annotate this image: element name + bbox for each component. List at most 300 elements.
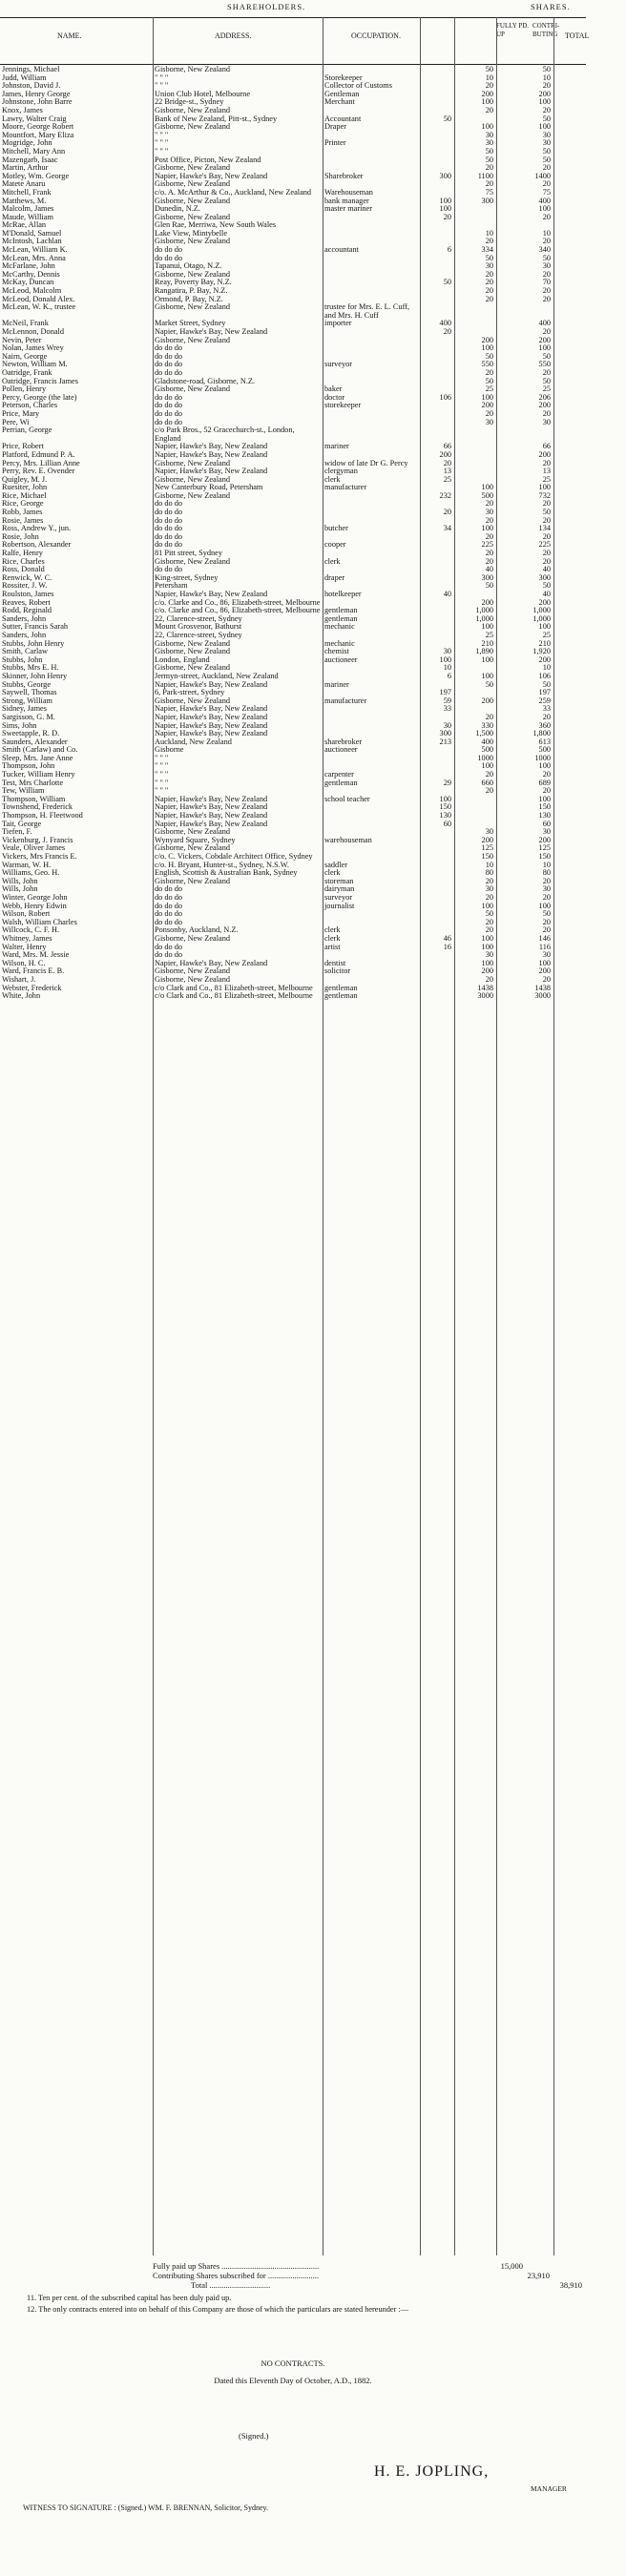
table-row (0, 903, 586, 911)
table-row (0, 796, 586, 804)
cell-occupation: hotelkeeper (324, 590, 362, 598)
cell-contributing: 200 (481, 966, 493, 976)
cell-occupation: butcher (324, 524, 348, 533)
cell-address: " " " (155, 81, 169, 91)
cell-total: 116 (538, 942, 551, 951)
cell-address: do do do (155, 253, 183, 262)
cell-extra (553, 123, 586, 132)
cell-name: Ross, Andrew Y., jun. (2, 524, 72, 533)
cell-name: Sims, John (2, 720, 37, 730)
table-row (0, 689, 586, 697)
cell-extra (553, 426, 586, 443)
table-row (0, 214, 586, 222)
cell-occupation (323, 328, 420, 337)
cell-total: 200 (538, 89, 551, 98)
cell-total: 1,920 (532, 647, 551, 656)
cell-extra (553, 402, 586, 410)
cell-name: Robertson, Alexander (2, 540, 72, 550)
cell-total: 100 (538, 97, 551, 107)
cell-name: Knox, James (2, 105, 43, 114)
cell-extra (553, 844, 586, 853)
cell-total: 197 (538, 688, 551, 697)
cell-occupation (323, 279, 420, 287)
cell-contributing (454, 460, 496, 468)
cell-name: Strong, William (2, 696, 52, 705)
cell-extra (553, 74, 586, 83)
cell-address: Mount Grosvenor, Bathurst (155, 622, 242, 632)
table-row (0, 271, 586, 280)
cell-name: Sanders, John (2, 630, 47, 639)
table-row (0, 156, 586, 165)
cell-address: 22, Clarence-street, Sydney (155, 630, 242, 639)
cell-extra (553, 517, 586, 526)
cell-name: Perrian, George (2, 426, 52, 435)
cell-occupation (323, 664, 420, 673)
cell-occupation: bank manager (324, 196, 369, 205)
cell-extra (553, 255, 586, 263)
cell-address: Gisborne, New Zealand (155, 384, 231, 394)
cell-address: c/o. H. Bryant, Hunter-st., Sydney, N.S.W. (155, 860, 289, 869)
cell-occupation (323, 287, 420, 296)
grand-total: 38,910 (559, 2280, 582, 2290)
cell-fully-paid (420, 885, 454, 894)
cell-fully-paid (420, 353, 454, 362)
cell-contributing: 20 (485, 499, 493, 509)
cell-name: Rosie, James (2, 515, 44, 525)
cell-contributing: 300 (481, 572, 493, 582)
cell-occupation (323, 271, 420, 280)
cell-address: Gisborne, New Zealand (155, 237, 231, 246)
cell-total: 200 (538, 654, 551, 664)
cell-name: McLennon, Donald (2, 327, 64, 336)
table-row (0, 164, 586, 173)
cell-extra (553, 648, 586, 656)
cell-occupation: auctioneer (324, 745, 358, 755)
cell-occupation: accountant (324, 245, 359, 255)
cell-contributing: 20 (485, 179, 493, 189)
table-row (0, 65, 586, 74)
cell-fully-paid (420, 844, 454, 853)
cell-contributing: 330 (481, 720, 493, 730)
table-row (0, 467, 586, 476)
cell-contributing: 20 (485, 163, 493, 173)
cell-fully-paid: 20 (443, 212, 451, 221)
cell-total: 125 (538, 843, 551, 853)
table-row (0, 722, 586, 731)
cell-extra (553, 303, 586, 320)
table-row (0, 533, 586, 542)
cell-total: 20 (542, 327, 551, 336)
cell-extra (553, 262, 586, 271)
cell-fully-paid (420, 862, 454, 870)
cell-occupation: sharebroker (324, 737, 363, 746)
cell-fully-paid (420, 550, 454, 558)
cell-total: 20 (542, 408, 551, 418)
cell-fully-paid: 40 (443, 590, 451, 598)
cell-total: 20 (542, 515, 551, 525)
cell-contributing: 20 (485, 269, 493, 279)
cell-address: do do do (155, 343, 183, 353)
cell-contributing: 50 (485, 376, 493, 385)
cell-total: 225 (538, 540, 551, 550)
cell-total: 206 (538, 392, 551, 402)
cell-address: " " " (155, 138, 169, 148)
cell-extra (553, 230, 586, 239)
cell-extra (553, 615, 586, 624)
cell-occupation: chemist (324, 647, 349, 656)
table-row (0, 443, 586, 451)
cell-address: Napier, Hawke's Bay, New Zealand (155, 467, 268, 476)
cell-occupation: clerk (324, 925, 341, 935)
table-row (0, 115, 586, 124)
cell-name: Jennings, Michael (2, 65, 60, 73)
cell-total: 50 (542, 146, 551, 156)
cell-address: Gisborne, New Zealand (155, 122, 231, 132)
cell-address: do do do (155, 499, 183, 509)
cell-contributing: 10 (485, 228, 493, 238)
cell-address: " " " (155, 778, 169, 787)
cell-fully-paid (420, 623, 454, 632)
cell-name: McKay, Duncan (2, 278, 54, 287)
cell-extra (553, 738, 586, 747)
cell-occupation: saddler (324, 860, 347, 869)
cell-occupation: carpenter (324, 770, 354, 779)
cell-name: Malcolm, James (2, 204, 54, 214)
cell-address: Gisborne, New Zealand (155, 490, 231, 500)
cell-occupation (323, 812, 420, 821)
cell-total: 146 (538, 933, 551, 943)
fully-paid-total: 15,000 (500, 2261, 523, 2271)
cell-address: Ponsonby, Auckland, N.Z. (155, 925, 239, 935)
cell-address: Auckland, New Zealand (155, 737, 232, 746)
table-row (0, 320, 586, 328)
cell-fully-paid (420, 976, 454, 985)
cell-fully-paid: 197 (439, 688, 451, 697)
cell-extra (553, 697, 586, 706)
cell-occupation (323, 821, 420, 829)
cell-total: 200 (538, 449, 551, 459)
cell-name: Maude, William (2, 212, 53, 221)
cell-fully-paid (420, 951, 454, 960)
cell-extra (553, 460, 586, 468)
cell-occupation: artist (324, 942, 341, 951)
cell-extra (553, 862, 586, 870)
cell-occupation (323, 344, 420, 353)
cell-name: Whitney, James (2, 933, 52, 943)
cell-occupation: draper (324, 572, 345, 582)
cell-extra (553, 180, 586, 189)
cell-total: 30 (542, 261, 551, 271)
cell-name: Winter, George John (2, 892, 68, 902)
cell-extra (553, 755, 586, 763)
cell-fully-paid (420, 903, 454, 911)
cell-total: 30 (542, 950, 551, 960)
cell-name: Stubbs, Mrs E. H. (2, 663, 59, 673)
table-row (0, 541, 586, 550)
cell-address: Gisborne, New Zealand (155, 163, 231, 173)
cell-total: 80 (542, 868, 551, 878)
table-row (0, 771, 586, 779)
cell-name: Vickenburg, J. Francis (2, 835, 73, 844)
cell-fully-paid (420, 837, 454, 845)
cell-contributing: 50 (485, 155, 493, 164)
cell-address: c/o Park Bros., 52 Gracechurch-st., London, England (155, 426, 295, 443)
cell-name: Ralfe, Henry (2, 549, 43, 558)
cell-contributing: 100 (481, 958, 493, 967)
cell-contributing (454, 443, 496, 451)
cell-name: McLeod, Malcolm (2, 286, 62, 296)
cell-name: Peterson, Charles (2, 401, 58, 410)
cell-occupation (323, 337, 420, 345)
cell-fully-paid (420, 139, 454, 148)
cell-fully-paid: 25 (443, 474, 451, 484)
signatory-name: H. E. JOPLING, (374, 2463, 490, 2480)
cell-address: c/o. C. Vickers, Cobdale Architect Office, Sydney (155, 852, 313, 861)
cell-address: Gisborne, New Zealand (155, 843, 231, 853)
col-occupation: OCCUPATION. (351, 31, 401, 40)
cell-contributing: 20 (485, 515, 493, 525)
cell-address: do do do (155, 417, 183, 426)
cell-address: Gisborne, New Zealand (155, 696, 231, 705)
cell-total: 500 (538, 745, 551, 755)
table-row (0, 123, 586, 132)
cell-name: Stubbs, George (2, 679, 52, 689)
table-row (0, 738, 586, 747)
cell-address: Glen Rae, Merriwa, New South Wales (155, 220, 277, 230)
cell-occupation (323, 705, 420, 714)
cell-contributing (454, 812, 496, 821)
cell-name: Nevin, Peter (2, 335, 42, 344)
cell-total: 20 (542, 974, 551, 984)
cell-total: 20 (542, 712, 551, 721)
total-label: Total .............................. (191, 2280, 271, 2290)
cell-extra (553, 189, 586, 197)
cell-extra (553, 640, 586, 649)
cell-occupation: clerk (324, 868, 341, 878)
cell-occupation: Accountant (324, 114, 362, 123)
table-row (0, 837, 586, 845)
cell-fully-paid (420, 296, 454, 304)
cell-name: Lawry, Walter Craig (2, 114, 67, 123)
cell-occupation: mariner (324, 442, 349, 451)
cell-occupation: master mariner (324, 204, 372, 214)
cell-name: Rice, George (2, 499, 44, 509)
cell-contributing: 100 (481, 97, 493, 107)
cell-name: Wills, John (2, 884, 38, 894)
cell-fully-paid (420, 894, 454, 903)
cell-extra (553, 885, 586, 894)
cell-total: 20 (542, 81, 551, 91)
col-contributing: CONTRI- BUTING (532, 22, 560, 38)
cell-address: do do do (155, 401, 183, 410)
cell-extra (553, 451, 586, 460)
cell-address: Gisborne, New Zealand (155, 966, 231, 976)
cell-name: Ruesiter, John (2, 483, 48, 492)
cell-fully-paid (420, 755, 454, 763)
cell-fully-paid (420, 91, 454, 99)
table-row (0, 894, 586, 903)
cell-name: Oatridge, Frank (2, 367, 52, 377)
cell-total: 20 (542, 163, 551, 173)
cell-address: Napier, Hawke's Bay, New Zealand (155, 704, 268, 714)
cell-fully-paid: 33 (443, 704, 451, 714)
cell-contributing: 50 (485, 253, 493, 262)
cell-name: Nairn, George (2, 351, 48, 361)
cell-occupation: dairyman (324, 884, 355, 894)
cell-name: Perry, Rev. E. Ovender (2, 467, 75, 476)
table-row (0, 492, 586, 501)
cell-fully-paid (420, 410, 454, 419)
col-fully-paid: FULLY PD. UP (496, 22, 530, 38)
column-headers (0, 17, 590, 65)
cell-contributing: 200 (481, 696, 493, 705)
cell-address: Napier, Hawke's Bay, New Zealand (155, 729, 268, 738)
cell-contributing: 100 (481, 761, 493, 771)
cell-name: Webster, Frederick (2, 983, 62, 992)
table-row (0, 919, 586, 927)
table-row (0, 98, 586, 107)
cell-extra (553, 689, 586, 697)
cell-fully-paid (420, 369, 454, 378)
cell-total: 20 (542, 556, 551, 566)
cell-fully-paid (420, 985, 454, 993)
cell-fully-paid (420, 221, 454, 230)
cell-contributing: 30 (485, 884, 493, 894)
cell-address: do do do (155, 884, 183, 894)
cell-address: c/o. A. McArthur & Co., Auckland, New Zealand (155, 187, 312, 197)
cell-name: Motley, Wm. George (2, 171, 70, 180)
cell-extra (553, 91, 586, 99)
cell-extra (553, 828, 586, 837)
cell-total: 50 (542, 679, 551, 689)
cell-contributing: 210 (481, 638, 493, 648)
cell-fully-paid: 6 (447, 245, 451, 255)
cell-occupation: warehouseman (324, 835, 372, 844)
cell-contributing: 50 (485, 146, 493, 156)
cell-name: Mazengarb, Isaac (2, 155, 58, 164)
cell-total: 20 (542, 237, 551, 246)
cell-address: Napier, Hawke's Bay, New Zealand (155, 958, 268, 967)
cell-total: 10 (542, 228, 551, 238)
cell-address: " " " (155, 146, 169, 156)
cell-contributing (454, 303, 496, 320)
date-line: Dated this Eleventh Day of October, A.D., 1882. (214, 2376, 372, 2385)
cell-total: 100 (538, 483, 551, 492)
cell-occupation (323, 910, 420, 919)
cell-total: 20 (542, 770, 551, 779)
cell-extra (553, 919, 586, 927)
table-row (0, 279, 586, 287)
cell-extra (553, 65, 586, 74)
cell-total: 66 (542, 442, 551, 451)
cell-fully-paid (420, 607, 454, 615)
cell-name: Sweetapple, R. D. (2, 729, 60, 738)
cell-occupation (323, 803, 420, 812)
cell-fully-paid (420, 746, 454, 755)
cell-total: 1,000 (532, 613, 551, 623)
cell-extra (553, 173, 586, 181)
table-row (0, 484, 586, 492)
cell-total (496, 303, 553, 320)
table-row (0, 681, 586, 690)
cell-name: Wilson, H. C. (2, 958, 46, 967)
cell-occupation (323, 230, 420, 239)
cell-address: c/o. Clarke and Co., 86, Elizabeth-street, Melbourne (155, 606, 321, 615)
cell-total: 100 (538, 122, 551, 132)
cell-extra (553, 115, 586, 124)
cell-occupation: baker (324, 384, 343, 394)
cell-occupation: Draper (324, 122, 347, 132)
cell-address: Gisborne, New Zealand (155, 556, 231, 566)
cell-name: Test, Mrs Charlotte (2, 778, 64, 787)
cell-contributing: 200 (481, 335, 493, 344)
cell-extra (553, 944, 586, 952)
cell-fully-paid: 130 (439, 811, 451, 821)
cell-contributing: 1,890 (475, 647, 493, 656)
cell-address: Rangatira, P. Bay, N.Z. (155, 286, 228, 296)
cell-address: Gisborne, New Zealand (155, 335, 231, 344)
cell-name: McLeod, Donald Alex. (2, 294, 75, 303)
cell-total: 150 (538, 802, 551, 812)
table-row (0, 746, 586, 755)
cell-extra (553, 599, 586, 608)
cell-occupation: surveyor (324, 892, 353, 902)
cell-contributing: 30 (485, 138, 493, 148)
cell-extra (553, 681, 586, 690)
cell-fully-paid (420, 869, 454, 878)
cell-extra (553, 894, 586, 903)
cell-fully-paid: 50 (443, 278, 451, 287)
cell-extra (553, 246, 586, 255)
cell-extra (553, 558, 586, 567)
cell-extra (553, 812, 586, 821)
cell-extra (553, 394, 586, 403)
table-row (0, 967, 586, 976)
cell-extra (553, 673, 586, 681)
cell-occupation (323, 755, 420, 763)
cell-fully-paid (420, 762, 454, 771)
cell-contributing: 1,000 (475, 613, 493, 623)
cell-address: Gisborne, New Zealand (155, 302, 231, 312)
table-row (0, 821, 586, 829)
cell-address: do do do (155, 515, 183, 525)
cell-contributing: 1,000 (475, 606, 493, 615)
cell-name: Nolan, James Wrey (2, 343, 64, 353)
cell-contributing: 20 (485, 917, 493, 926)
cell-contributing: 20 (485, 278, 493, 287)
cell-address: Petersham (155, 581, 188, 591)
cell-total: 20 (542, 925, 551, 935)
cell-address: Reay, Poverty Bay, N.Z. (155, 278, 232, 287)
cell-extra (553, 762, 586, 771)
cell-total: 40 (542, 565, 551, 574)
cell-name: Tait, George (2, 819, 42, 828)
cell-occupation: clerk (324, 556, 341, 566)
cell-address: c/o. Clarke and Co., 86, Elizabeth-street, Melbourne (155, 597, 321, 607)
cell-extra (553, 98, 586, 107)
cell-extra (553, 296, 586, 304)
cell-contributing: 660 (481, 778, 493, 787)
cell-fully-paid: 150 (439, 802, 451, 812)
col-address: ADDRESS. (215, 31, 252, 40)
cell-contributing: 20 (485, 974, 493, 984)
table-row (0, 558, 586, 567)
cell-address: do do do (155, 392, 183, 402)
cell-address: Gisborne, New Zealand (155, 876, 231, 885)
table-row (0, 369, 586, 378)
cell-fully-paid: 232 (439, 490, 451, 500)
cell-address: Napier, Hawke's Bay, New Zealand (155, 679, 268, 689)
